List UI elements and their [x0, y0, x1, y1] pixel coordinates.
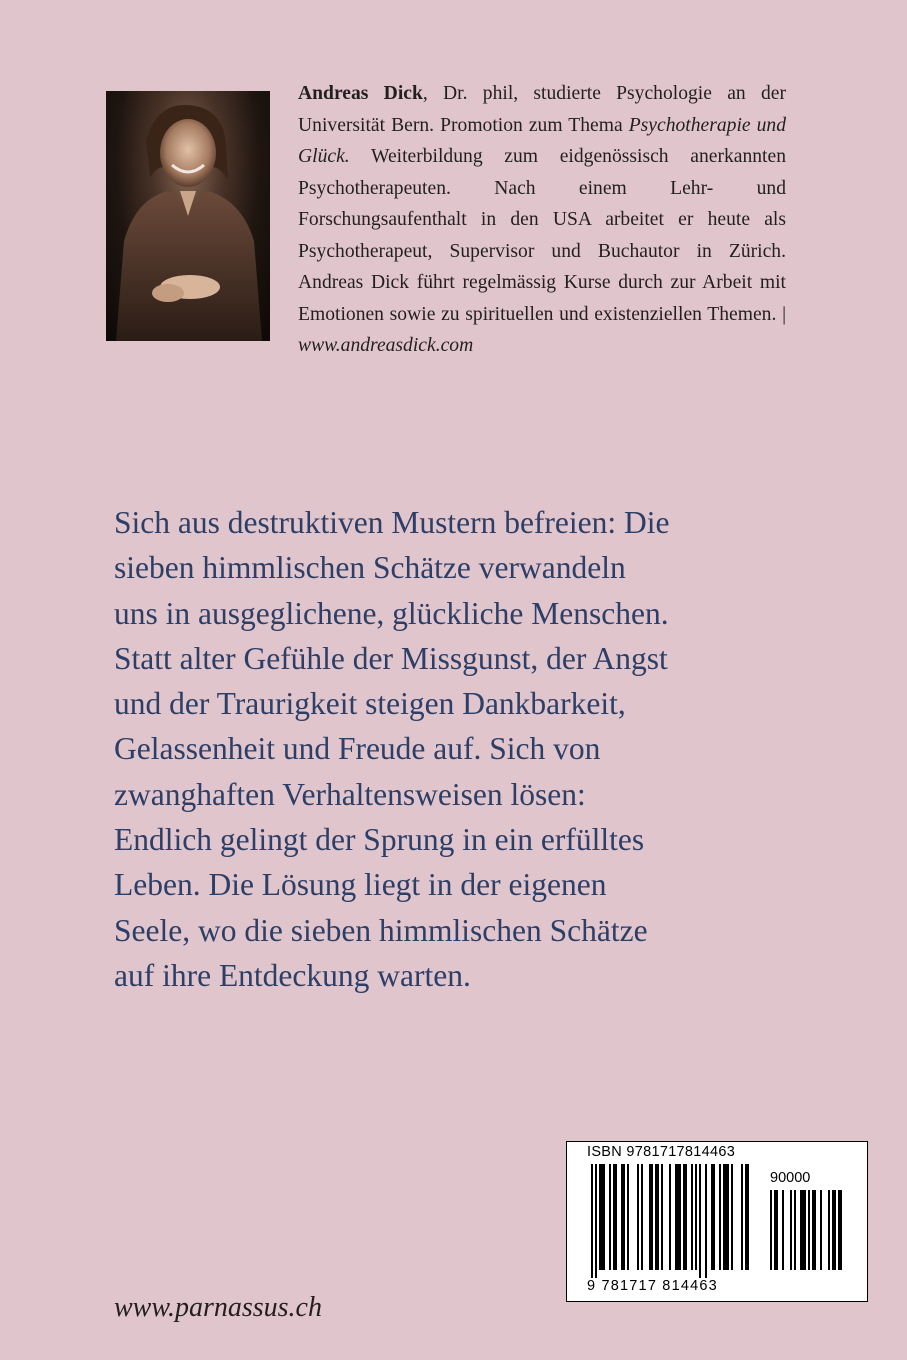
barcode-bar: [669, 1164, 671, 1270]
barcode-bar: [695, 1164, 697, 1270]
author-website-link[interactable]: www.andreasdick.com: [298, 335, 474, 356]
barcode-bar: [741, 1164, 743, 1270]
isbn-label: ISBN 9781717814463: [587, 1144, 736, 1160]
isbn-barcode: [566, 1141, 868, 1302]
barcode-bar: [719, 1164, 721, 1270]
barcode-bar: [711, 1164, 715, 1270]
blurb-line: Gelassenheit und Freude auf. Sich von: [114, 731, 601, 767]
addon-barcode-bars: [770, 1190, 846, 1278]
blurb-line: uns in ausgeglichene, glückliche Menschen.: [114, 595, 669, 631]
barcode-bar: [613, 1164, 617, 1270]
barcode-bar: [591, 1164, 593, 1278]
barcode-bar: [699, 1164, 701, 1278]
barcode-bar: [661, 1164, 663, 1270]
barcode-bar: [812, 1190, 816, 1270]
blurb-line: auf ihre Entdeckung warten.: [114, 957, 471, 993]
barcode-bar: [723, 1164, 729, 1270]
barcode-bar: [691, 1164, 693, 1270]
author-photo: [106, 91, 270, 341]
ean-barcode-bars: [591, 1164, 755, 1278]
thesis-title: Psychotherapie und Glück.: [298, 114, 786, 167]
blurb-line: Statt alter Gefühle der Missgunst, der Angst: [114, 640, 668, 676]
barcode-bar: [808, 1190, 810, 1270]
book-blurb: [114, 500, 794, 998]
blurb-line: und der Traurigkeit steigen Dankbarkeit,: [114, 686, 626, 722]
barcode-bar: [641, 1164, 643, 1270]
barcode-bar: [621, 1164, 625, 1270]
barcode-bar: [731, 1164, 733, 1270]
barcode-bar: [649, 1164, 653, 1270]
barcode-bar: [655, 1164, 659, 1270]
author-portrait-image: [106, 91, 270, 341]
blurb-line: Sich aus destruktiven Mustern befreien: Die: [114, 505, 670, 540]
barcode-bar: [637, 1164, 639, 1270]
barcode-bar: [794, 1190, 796, 1270]
barcode-bar: [595, 1164, 597, 1278]
barcode-bar: [627, 1164, 629, 1270]
publisher-website[interactable]: www.parnassus.ch: [114, 1292, 322, 1323]
blurb-line: Endlich gelingt der Sprung in ein erfülltes: [114, 822, 645, 858]
barcode-bar: [683, 1164, 687, 1270]
author-bio-text-1: , Dr. phil, studierte Psychologie an der Universität Bern. Promotion zum Thema: [298, 83, 786, 136]
barcode-bar: [599, 1164, 605, 1270]
blurb-line: sieben himmlischen Schätze verwandeln: [114, 550, 626, 586]
barcode-bar: [800, 1190, 806, 1270]
barcode-bar: [774, 1190, 778, 1270]
blurb-line: Seele, wo die sieben himmlischen Schätze: [114, 912, 648, 948]
barcode-bar: [820, 1190, 822, 1270]
barcode-bar: [832, 1190, 836, 1270]
barcode-bar: [745, 1164, 749, 1270]
barcode-bar: [838, 1190, 842, 1270]
blurb-line: Leben. Die Lösung liegt in der eigenen: [114, 867, 607, 903]
barcode-bar: [675, 1164, 681, 1270]
barcode-digits: 9 781717 814463: [587, 1278, 718, 1294]
barcode-bar: [705, 1164, 707, 1278]
price-code: 90000: [770, 1170, 811, 1186]
barcode-bar: [782, 1190, 784, 1270]
barcode-bar: [790, 1190, 792, 1270]
barcode-bar: [828, 1190, 830, 1270]
author-name: Andreas Dick: [298, 83, 423, 104]
blurb-line: zwanghaften Verhaltensweisen lösen:: [114, 776, 586, 812]
barcode-bar: [770, 1190, 772, 1270]
author-bio-text-2: Weiterbildung zum eidgenössisch anerkannten Psychotherapeuten. Nach einem Lehr- und Forschungsaufenthalt in den USA arbeitet er heute als Psychotherapeut, Supervisor und Buchautor in Zürich. Andreas Dick führt regelmässig Kurse durch zur Arbeit mit Emotionen sowie zu spirituellen und existenziellen Themen. |: [298, 146, 786, 325]
barcode-bar: [609, 1164, 611, 1270]
author-bio: [298, 78, 786, 362]
